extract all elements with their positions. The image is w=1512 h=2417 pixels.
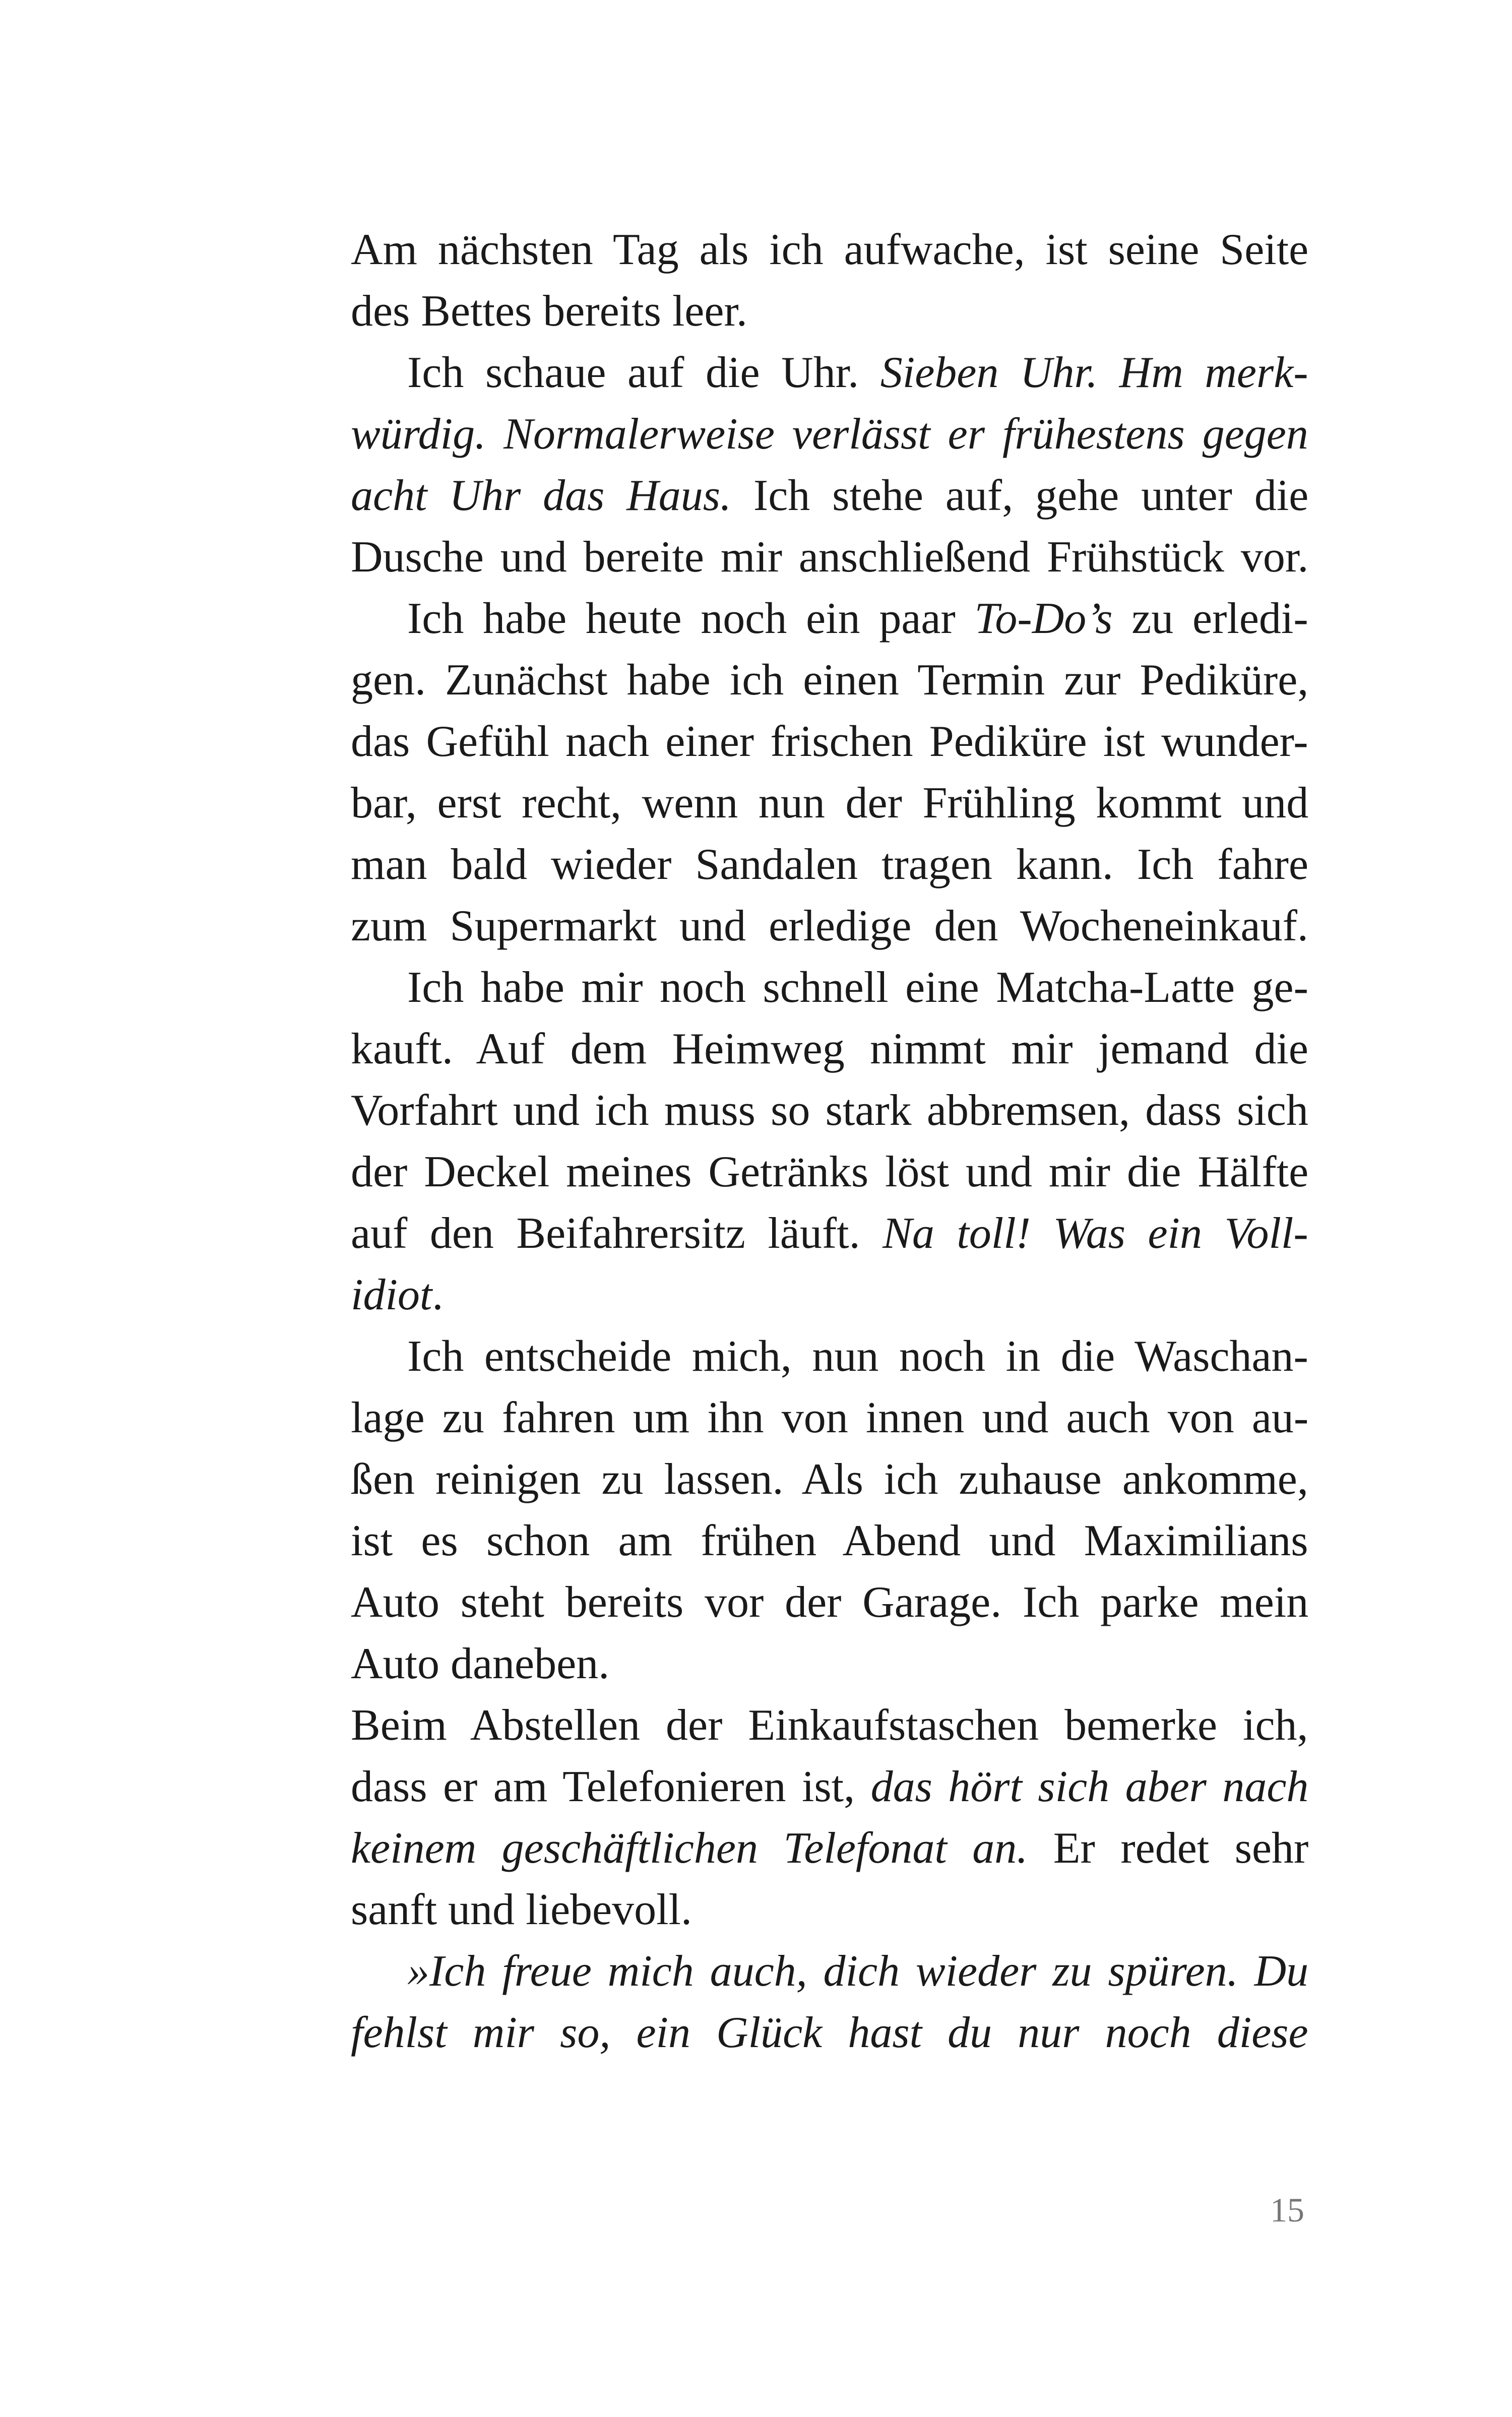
text-run: Auto daneben. [351, 1639, 610, 1688]
text-line [407, 1946, 1308, 1997]
text-line [351, 1762, 1308, 1812]
text-line [351, 1086, 1308, 1136]
text-line [351, 901, 1308, 951]
text-line [351, 409, 1308, 460]
text-run: des Bettes bereits leer. [351, 287, 747, 336]
italic-text: To-Do’s [974, 594, 1113, 643]
text-run: sanft und liebevoll. [351, 1885, 692, 1934]
text-run: Auto steht bereits vor der Garage. Ich parke mein [351, 1578, 1309, 1627]
text-line [351, 778, 1308, 829]
text-line [351, 1577, 1308, 1628]
text-run: zum Supermarkt und erledige den Wocheneinkauf. [351, 902, 1308, 950]
text-line [351, 1208, 1308, 1259]
italic-text: Sieben Uhr. Hm merk- [880, 348, 1308, 397]
text-run: man bald wieder Sandalen tragen kann. Ich fahre [351, 840, 1309, 889]
text-run: ßen reinigen zu lassen. Als ich zuhause ankomme, [351, 1455, 1308, 1504]
text-run: Ich habe mir noch schnell eine Matcha-Latte ge- [407, 963, 1308, 1012]
text-line [351, 2008, 1308, 2058]
text-line [351, 532, 1308, 583]
text-line [351, 1024, 1308, 1074]
text-run: der Deckel meines Getränks löst und mir die Hälfte [351, 1148, 1309, 1196]
text-run: . [432, 1270, 444, 1319]
italic-text: acht Uhr das Haus. [351, 471, 732, 520]
text-line [351, 1393, 1308, 1443]
text-run: Dusche und bereite mir anschließend Frühstück vor. [351, 533, 1309, 582]
text-line [351, 1147, 1308, 1197]
text-line [407, 348, 1308, 398]
text-line [351, 655, 1308, 706]
text-run: das Gefühl nach einer frischen Pediküre ist wunder- [351, 717, 1308, 766]
text-line [407, 963, 1308, 1013]
page-number: 15 [1270, 2191, 1304, 2229]
italic-text: würdig. Normalerweise verlässt er frühestens gegen [351, 410, 1308, 459]
italic-text: keinem geschäftlichen Telefonat an. [351, 1824, 1028, 1873]
text-run: ist es schon am frühen Abend und Maximilians [351, 1516, 1308, 1565]
text-line [351, 286, 747, 337]
text-run: bar, erst recht, wenn nun der Frühling kommt und [351, 779, 1309, 828]
text-run: Ich habe heute noch ein paar [407, 594, 975, 643]
text-run: auf den Beifahrersitz läuft. [351, 1209, 883, 1258]
text-line [351, 471, 1308, 521]
italic-text: Na toll! Was ein Voll- [883, 1209, 1308, 1258]
text-line [351, 1639, 609, 1689]
text-line [351, 1885, 692, 1935]
text-line [351, 717, 1308, 767]
text-run: Ich entscheide mich, nun noch in die Waschan- [407, 1332, 1308, 1381]
text-run: Am nächsten Tag als ich aufwache, ist seine Seite [351, 225, 1309, 274]
text-line [407, 594, 1308, 644]
text-run: zu erledi- [1112, 594, 1308, 643]
text-line [351, 225, 1308, 275]
text-run: Beim Abstellen der Einkaufstaschen bemerke ich, [351, 1701, 1308, 1750]
text-run: dass er am Telefonieren ist, [351, 1762, 871, 1811]
text-run: Er redet sehr [1028, 1824, 1309, 1873]
text-line [351, 1516, 1308, 1566]
text-line [351, 1454, 1308, 1505]
italic-text: idiot [351, 1270, 432, 1319]
text-run: Ich schaue auf die Uhr. [407, 348, 880, 397]
italic-text: fehlst mir so, ein Glück hast du nur noch diese [351, 2008, 1308, 2057]
italic-text: das hört sich aber nach [870, 1762, 1309, 1811]
text-line [351, 1823, 1308, 1874]
text-run: kauft. Auf dem Heimweg nimmt mir jemand die [351, 1025, 1308, 1073]
text-line [351, 1700, 1308, 1751]
text-line [407, 1331, 1308, 1382]
text-line [351, 840, 1308, 890]
text-run: Vorfahrt und ich muss so stark abbremsen, dass sich [351, 1086, 1308, 1135]
italic-text: »Ich freue mich auch, dich wieder zu spüren. Du [407, 1947, 1309, 1996]
text-run: lage zu fahren um ihn von innen und auch von au- [351, 1393, 1309, 1442]
text-line [351, 1270, 443, 1320]
text-run: Ich stehe auf, gehe unter die [731, 471, 1309, 520]
text-run: gen. Zunächst habe ich einen Termin zur Pediküre, [351, 656, 1309, 705]
